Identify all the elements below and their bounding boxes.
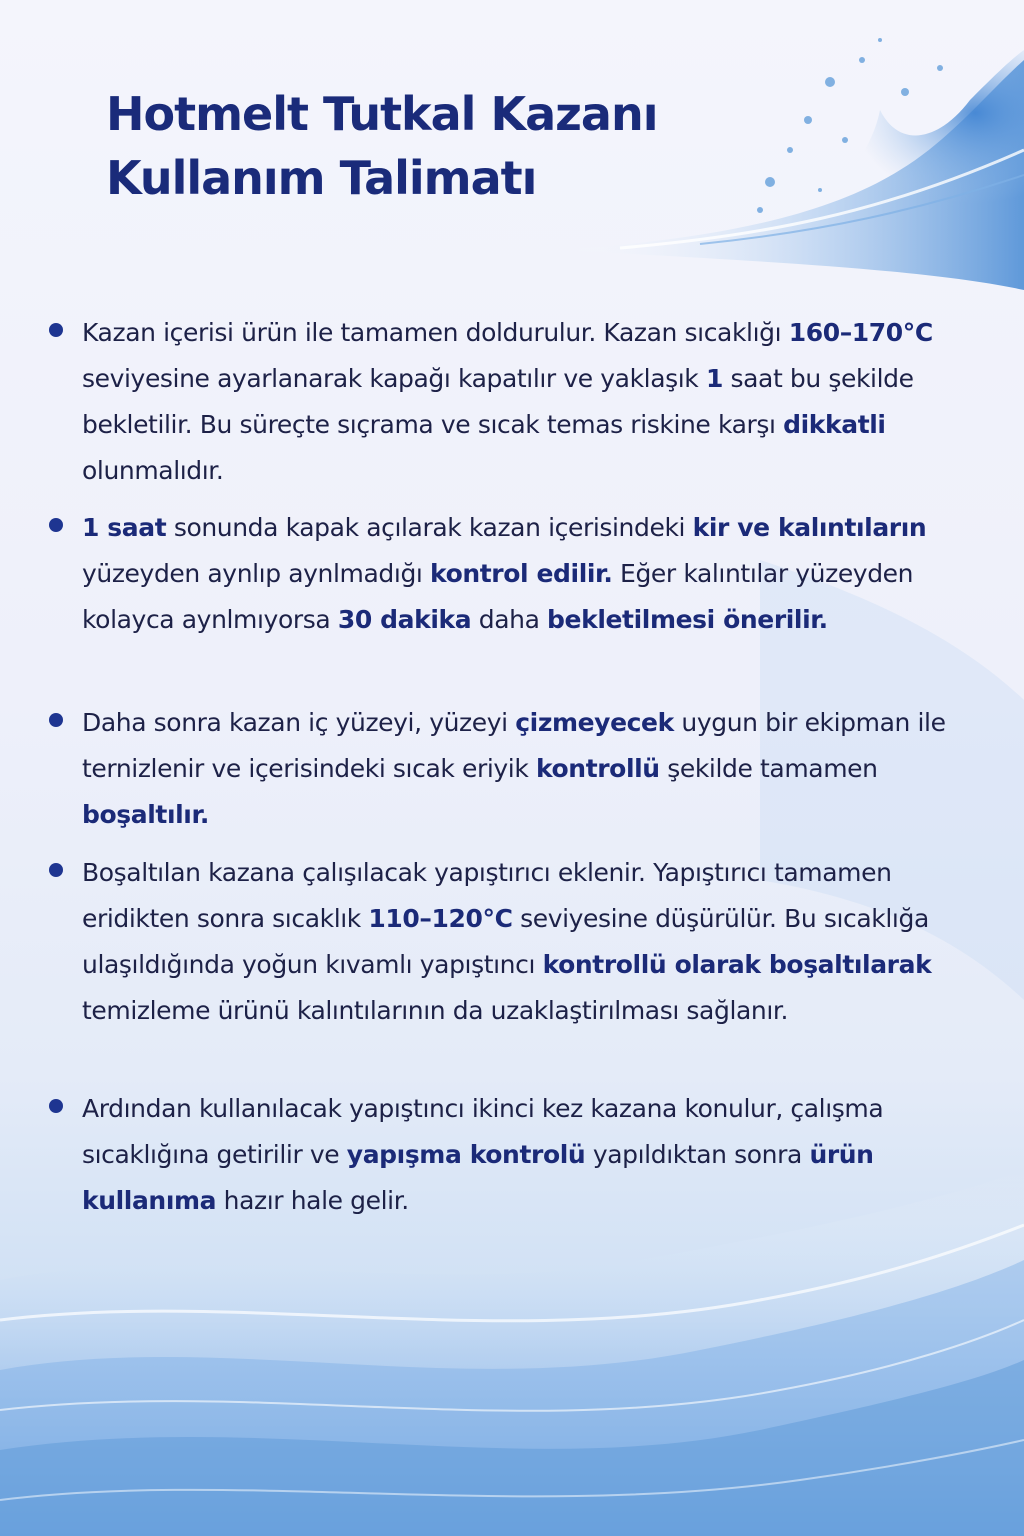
instruction-text — [82, 310, 997, 494]
title-line-2: Kullanım Talimatı — [106, 151, 537, 205]
emphasis-text: çizmeyecek — [515, 708, 674, 737]
bullet-dot-icon — [49, 518, 63, 532]
body-text: daha — [471, 605, 548, 634]
body-text: saat bu şekilde bekletilir. Bu süreçte sıçrama ve sıcak temas riskine karşı — [82, 364, 914, 439]
title-line-1: Hotmelt Tutkal Kazanı — [106, 87, 658, 141]
body-text: sonunda kapak açılarak kazan içerisindeki — [166, 513, 693, 542]
emphasis-text: boşaltılır. — [82, 800, 209, 829]
emphasis-text: kontrollü — [535, 754, 660, 783]
instruction-text — [82, 850, 997, 1034]
bullet-dot-icon — [49, 713, 63, 727]
body-text: Boşaltılan kazana çalışılacak yapıştırıcı eklenir. Yapıştırıcı tamamen eridikten sonra sıcaklık — [82, 858, 892, 933]
emphasis-text: kir ve kalıntıların — [692, 513, 927, 542]
emphasis-text: 30 dakika — [337, 605, 472, 634]
body-text: Daha sonra kazan iç yüzeyi, yüzeyi — [82, 708, 516, 737]
body-text: yapıldıktan sonra — [585, 1140, 810, 1169]
body-text: şekilde tamamen — [659, 754, 878, 783]
instruction-text — [82, 1086, 997, 1224]
emphasis-text: bekletilmesi önerilir. — [547, 605, 828, 634]
emphasis-text: kontrol edilir. — [430, 559, 613, 588]
body-text: temizleme ürünü kalıntılarının da uzaklaştirılması sağlanır. — [82, 996, 789, 1025]
emphasis-text: ürün kullanıma — [82, 1140, 874, 1215]
body-text: Eğer kalıntılar yüzeyden kolayca aynlmıyorsa — [82, 559, 914, 634]
body-text: yüzeyden aynlıp aynlmadığı — [82, 559, 431, 588]
page-title — [106, 82, 766, 210]
bullet-dot-icon — [49, 863, 63, 877]
emphasis-text: 110–120°C — [368, 904, 513, 933]
body-text: uygun bir ekipman ile ternizlenir ve içerisindeki sıcak eriyik — [82, 708, 946, 783]
emphasis-text: 1 — [705, 364, 723, 393]
body-text: seviyesine düşürülür. Bu sıcaklığa ulaşıldığında yoğun kıvamlı yapıştıncı — [82, 904, 929, 979]
bullet-dot-icon — [49, 323, 63, 337]
emphasis-text: 1 saat — [82, 513, 167, 542]
instruction-text — [82, 700, 997, 838]
bullet-dot-icon — [49, 1099, 63, 1113]
emphasis-text: 160–170°C — [788, 318, 933, 347]
emphasis-text: yapışma kontrolü — [346, 1140, 586, 1169]
body-text: olunmalıdır. — [82, 456, 224, 485]
body-text: Ardından kullanılacak yapıştıncı ikinci kez kazana konulur, çalışma sıcaklığına getirilir ve — [82, 1094, 884, 1169]
body-text: seviyesine ayarlanarak kapağı kapatılır ve yaklaşık — [82, 364, 706, 393]
body-text: hazır hale gelir. — [216, 1186, 409, 1215]
instruction-text — [82, 505, 997, 643]
emphasis-text: kontrollü olarak boşaltılarak — [542, 950, 932, 979]
emphasis-text: dikkatli — [783, 410, 886, 439]
body-text: Kazan içerisi ürün ile tamamen doldurulur. Kazan sıcaklığı — [82, 318, 789, 347]
